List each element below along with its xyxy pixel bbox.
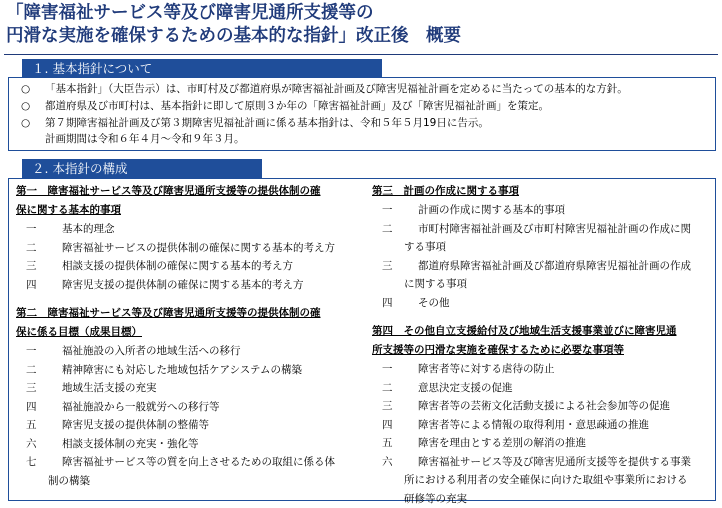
list-item (16, 435, 368, 454)
list-item (16, 257, 368, 276)
block-gap (16, 294, 368, 304)
list-item (16, 239, 368, 258)
item-text: 基本的理念 (38, 220, 368, 239)
item-text: 所における利用者の安全確保に向けた取組や事業所における (394, 471, 714, 490)
chapter-heading-line: 第四 その他自立支援給付及び地域生活支援事業並びに障害児通 (372, 325, 677, 337)
item-text: 相談支援体制の充実・強化等 (38, 435, 368, 454)
list-item (16, 361, 368, 380)
chapter-heading (372, 182, 714, 201)
item-text: 障害福祉サービスの提供体制の確保に関する基本的考え方 (38, 239, 368, 258)
list-item (372, 379, 714, 398)
list-item (372, 453, 714, 508)
list-item (372, 201, 714, 220)
list-item (16, 379, 368, 398)
list-item (16, 342, 368, 361)
list-item (372, 397, 714, 416)
item-number: 四 (26, 276, 40, 295)
item-text: 精神障害にも対応した地域包括ケアシステムの構築 (38, 361, 368, 380)
page-title (6, 2, 718, 48)
item-number: 四 (382, 416, 396, 435)
list-item (372, 416, 714, 435)
item-number: 三 (382, 257, 396, 276)
item-text: 意思決定支援の促進 (394, 379, 714, 398)
item-text: 地域生活支援の充実 (38, 379, 368, 398)
item-number: 一 (382, 201, 396, 220)
list-item (16, 398, 368, 417)
item-number: 一 (382, 360, 396, 379)
item-number: 五 (26, 416, 40, 435)
item-number: 二 (382, 220, 396, 239)
section-2-header: ２. 本指針の構成 (22, 159, 262, 178)
chapter-heading-line: 所支援等の円滑な実施を確保するために必要な事項等 (372, 344, 624, 356)
section-1-box (8, 77, 716, 151)
list-item (372, 434, 714, 453)
title-line-1: 「障害福祉サービス等及び障害児通所支援等の (6, 2, 718, 25)
item-text: 障害を理由とする差別の解消の推進 (394, 434, 714, 453)
bullet-text: 第７期障害福祉計画及び第３期障害児福祉計画に係る基本指針は、令和５年５月19日に告示。 (45, 115, 489, 131)
item-number: 六 (382, 453, 396, 472)
item-text: 研修等の充実 (394, 490, 714, 508)
item-number: 三 (382, 397, 396, 416)
bullet-text: 都道府県及び市町村は、基本指針に即して原則３か年の「障害福祉計画」及び「障害児福祉計画」を策定。 (45, 98, 549, 114)
item-number: 七 (26, 453, 40, 472)
bullet-text: 「基本指針」（大臣告示）は、市町村及び都道府県が障害福祉計画及び障害児福祉計画を定めるに当たっての基本的な方針。 (45, 81, 628, 97)
bullet-mark: ○ (21, 81, 37, 97)
item-text: 障害者等の芸術文化活動支援による社会参加等の促進 (394, 397, 714, 416)
item-text: する事項 (394, 238, 714, 257)
item-number: 二 (26, 361, 40, 380)
item-number: 四 (382, 294, 396, 313)
item-number: 一 (26, 342, 40, 361)
block-gap (372, 312, 714, 322)
chapter-heading-line: 第三 計画の作成に関する事項 (372, 185, 519, 197)
item-text: 障害児支援の提供体制の確保に関する基本的考え方 (38, 276, 368, 295)
item-text: 障害児支援の提供体制の整備等 (38, 416, 368, 435)
item-text: 福祉施設から一般就労への移行等 (38, 398, 368, 417)
item-text: 制の構築 (38, 472, 368, 491)
chapter-heading-line: 第一 障害福祉サービス等及び障害児通所支援等の提供体制の確 (16, 185, 321, 197)
list-item (16, 220, 368, 239)
list-item (372, 257, 714, 294)
title-line-2: 円滑な実施を確保するための基本的な指針」改正後 概要 (6, 25, 718, 48)
bullet-mark: ○ (21, 98, 37, 114)
bullet-mark: ○ (21, 115, 37, 131)
bullet-text: 計画期間は令和６年４月～令和９年３月。 (45, 131, 245, 147)
item-text: 計画の作成に関する基本的事項 (394, 201, 714, 220)
item-number: 二 (382, 379, 396, 398)
structure-left-column (16, 182, 368, 490)
item-number: 一 (26, 220, 40, 239)
chapter-heading (16, 304, 368, 342)
chapter-heading (372, 322, 714, 360)
item-text: その他 (394, 294, 714, 313)
item-text: 相談支援の提供体制の確保に関する基本的考え方 (38, 257, 368, 276)
item-text: 市町村障害福祉計画及び市町村障害児福祉計画の作成に関 (394, 220, 714, 239)
item-number: 五 (382, 434, 396, 453)
item-text: に関する事項 (394, 275, 714, 294)
list-item (372, 294, 714, 313)
chapter-heading-line: 第二 障害福祉サービス等及び障害児通所支援等の提供体制の確 (16, 307, 321, 319)
section-1-header: １. 基本指針について (22, 59, 382, 78)
chapter-heading (16, 182, 368, 220)
list-item (372, 360, 714, 379)
item-number: 三 (26, 257, 40, 276)
chapter-heading-line: 保に係る目標（成果目標） (16, 326, 142, 338)
item-number: 三 (26, 379, 40, 398)
item-text: 障害者等による情報の取得利用・意思疎通の推進 (394, 416, 714, 435)
item-text: 都道府県障害福祉計画及び都道府県障害児福祉計画の作成 (394, 257, 714, 276)
item-text: 障害福祉サービス等及び障害児通所支援等を提供する事業 (394, 453, 714, 472)
item-number: 六 (26, 435, 40, 454)
list-item (16, 453, 368, 490)
list-item (16, 276, 368, 295)
item-number: 四 (26, 398, 40, 417)
list-item (16, 416, 368, 435)
list-item (372, 220, 714, 257)
item-text: 障害福祉サービス等の質を向上させるための取組に係る体 (38, 453, 368, 472)
chapter-heading-line: 保に関する基本的事項 (16, 204, 121, 216)
structure-right-column (372, 182, 714, 508)
item-number: 二 (26, 239, 40, 258)
title-divider (4, 54, 718, 55)
item-text: 障害者等に対する虐待の防止 (394, 360, 714, 379)
item-text: 福祉施設の入所者の地域生活への移行 (38, 342, 368, 361)
